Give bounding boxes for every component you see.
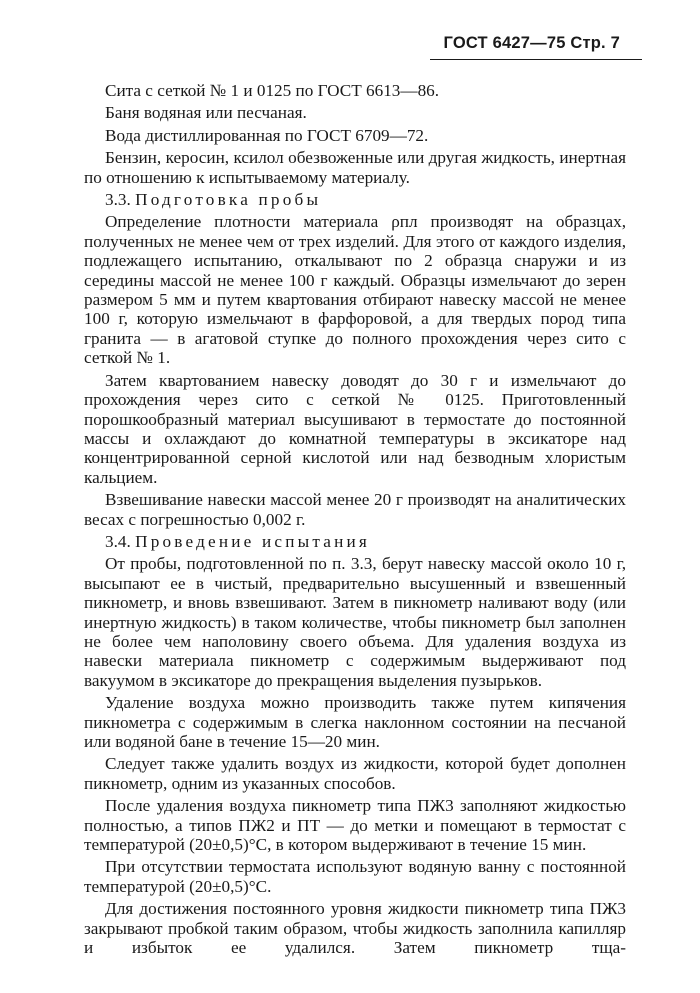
paragraph-weighing: Взвешивание навески массой менее 20 г производят на аналитических весах с погрешностью 0,002 г. xyxy=(84,490,626,529)
paragraph-quartering: Затем квартованием навеску доводят до 30 г и измельчают до прохождения через сито с сеткой № 0125. Приготовленный порошкообразный материал высушивают в термостате до постоянной массы и охлаждают до комнатной температуры в эксикаторе над концентрированной серной кислотой или над безводным хлористым кальцием. xyxy=(84,370,626,487)
paragraph-liquids: Бензин, керосин, ксилол обезвоженные или другая жидкость, инертная по отношению к испытываемому материалу. xyxy=(84,148,626,187)
paragraph-bath: Баня водяная или песчаная. xyxy=(105,103,307,123)
paragraph-level: Для достижения постоянного уровня жидкости пикнометр типа ПЖ3 закрывают пробкой таким образом, чтобы жидкость заполнила капилляр и избыток ее удалился. Затем пикнометр тща- xyxy=(84,899,626,958)
paragraph-sample-prep: Определение плотности материала ρпл производят на образцах, полученных не менее чем от трех изделий. Для этого от каждого изделия, подлежащего испытанию, откалывают по 2 образца снаружи и из середины массой не менее 100 г каждый. Образцы измельчают до зерен размером 5 мм и путем квартования отбирают навеску массой не менее 100 г, которую измельчают в фарфоровой, а для твердых пород типа гранита — в агатовой ступке до полного прохождения через сито с сеткой № 1. xyxy=(84,212,626,368)
page-header: ГОСТ 6427—75 Стр. 7 xyxy=(443,34,620,52)
section-title: Подготовка пробы xyxy=(135,190,322,210)
header-rule xyxy=(430,59,642,60)
paragraph-sieves: Сита с сеткой № 1 и 0125 по ГОСТ 6613—86. xyxy=(105,81,440,100)
section-number: 3.4. xyxy=(105,531,131,551)
section-heading xyxy=(84,532,626,551)
paragraph-water: Вода дистиллированная по ГОСТ 6709—72. xyxy=(105,125,429,145)
document-body xyxy=(84,81,626,960)
paragraph-test-procedure: От пробы, подготовленной по п. 3.3, берут навеску массой около 10 г, высыпают ее в чистый, предварительно высушенный и взвешенный пикнометр, и вновь взвешивают. Затем в пикнометр наливают воду (или инертную жидкость) в таком количестве, чтобы пикнометр был заполнен не более чем наполовину своего объема. Для удаления воздуха из навески материала пикнометр с содержимым выдерживают под вакуумом в эксикаторе до прекращения выделения пузырьков. xyxy=(84,554,626,690)
paragraph-liquid-air: Следует также удалить воздух из жидкости, которой будет дополнен пикнометр, одним из указанных способов. xyxy=(84,754,626,793)
section-title: Проведение испытания xyxy=(135,531,371,551)
paragraph-boiling: Удаление воздуха можно производить также путем кипячения пикнометра с содержимым в слегка наклонном состоянии на песчаной или водяной бане в течение 15—20 мин. xyxy=(84,693,626,751)
section-number: 3.3. xyxy=(105,190,131,210)
paragraph-filling: После удаления воздуха пикнометр типа ПЖ3 заполняют жидкостью полностью, а типов ПЖ2 и ПТ — до метки и помещают в термостат с температурой (20±0,5)°С, в котором выдерживают в течение 15 мин. xyxy=(84,796,626,855)
paragraph-no-thermostat: При отсутствии термостата используют водяную ванну с постоянной температурой (20±0,5)°С. xyxy=(84,857,626,896)
section-heading xyxy=(84,190,626,209)
